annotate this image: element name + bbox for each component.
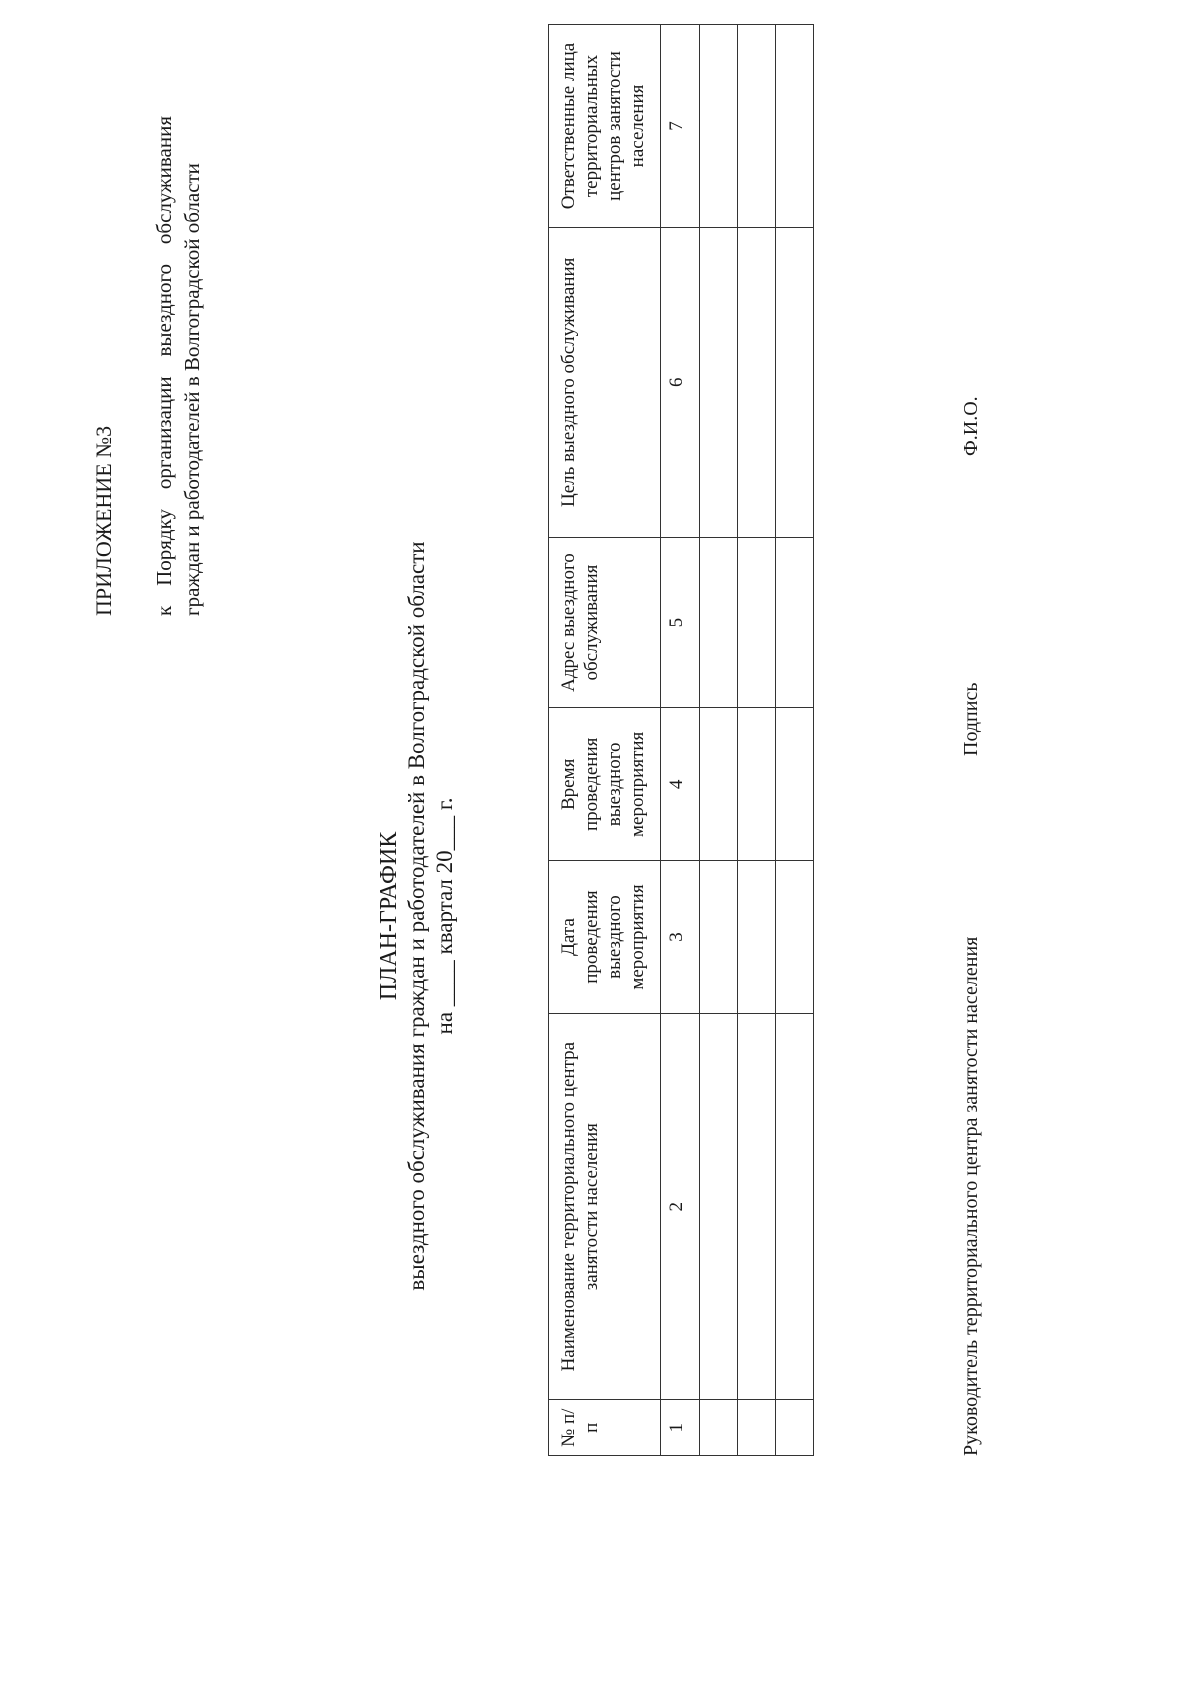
empty-cell [700,1400,738,1456]
empty-cell [738,1013,776,1400]
column-number-cell: 5 [661,537,700,708]
empty-cell [776,1013,814,1400]
empty-cell [700,25,738,228]
column-number-cell: 4 [661,708,700,861]
empty-cell [738,227,776,537]
signature-name: Ф.И.О. [960,396,982,456]
empty-cell [776,537,814,708]
empty-cell [738,708,776,861]
document-title: ПЛАН-ГРАФИК [376,831,402,1001]
header-purpose: Цель выездного обслуживания [549,227,661,537]
appendix-text: к Порядку организации выездного обслуживания граждан и работодателей в Волгоградской области [152,116,204,616]
column-number-cell: 2 [661,1013,700,1400]
header-address: Адрес выездного обслуживания [549,537,661,708]
empty-cell [738,25,776,228]
table-header-row [549,25,661,1456]
header-center-name: Наименование территориального центра занятости населения [549,1013,661,1400]
empty-cell [738,537,776,708]
empty-cell [776,1400,814,1456]
empty-cell [700,861,738,1014]
empty-cell [776,708,814,861]
empty-cell [776,25,814,228]
empty-cell [738,861,776,1014]
empty-cell [700,708,738,861]
header-number: № п/п [549,1400,661,1456]
signature-label: Руководитель территориального центра занятости населения [960,936,982,1456]
table-row [776,25,814,1456]
empty-cell [776,227,814,537]
appendix-block [90,116,206,616]
table-row [700,25,738,1456]
header-event-date: Дата проведения выездного мероприятия [549,861,661,1014]
empty-cell [700,227,738,537]
appendix-title: ПРИЛОЖЕНИЕ №3 [91,425,116,616]
empty-cell [776,861,814,1014]
column-number-cell: 6 [661,227,700,537]
column-number-cell: 7 [661,25,700,228]
document-subtitle: выездного обслуживания граждан и работодателей в Волгоградской области [404,541,429,1291]
empty-cell [700,1013,738,1400]
empty-cell [738,1400,776,1456]
header-event-time: Время проведения выездного мероприятия [549,708,661,861]
document-period: на ____ квартал 20___ г. [432,797,457,1035]
signature-sign: Подпись [960,682,982,756]
column-number-cell: 1 [661,1400,700,1456]
plan-table [548,24,814,1456]
column-number-row [661,25,700,1456]
header-responsible: Ответственные лица территориальных центров занятости населения [549,25,661,228]
empty-cell [700,537,738,708]
table-row [738,25,776,1456]
document-heading [375,316,459,1516]
column-number-cell: 3 [661,861,700,1014]
